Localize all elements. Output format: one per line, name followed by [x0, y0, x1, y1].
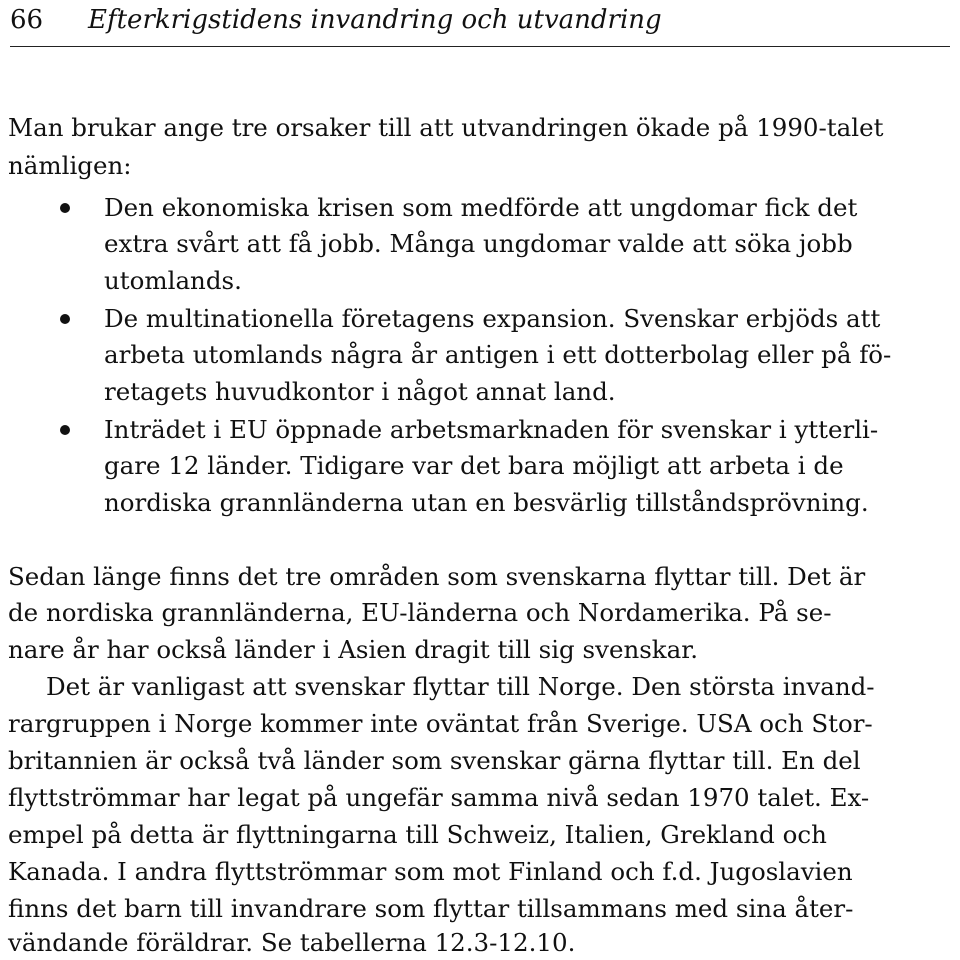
paragraph-1-line-3: nare år har också länder i Asien dragit till sig svenskar. [8, 635, 699, 664]
bullet-icon [60, 203, 70, 213]
intro-line-2: nämligen: [8, 151, 132, 180]
paragraph-2-line-6: Kanada. I andra flyttströmmar som mot Finland och f.d. Jugoslavien [8, 857, 853, 886]
intro-line-1: Man brukar ange tre orsaker till att utvandringen ökade på 1990-talet [8, 113, 884, 142]
page-number: 66 [10, 5, 44, 35]
paragraph-2-line-3: britannien är också två länder som svenskar gärna flyttar till. En del [8, 746, 861, 775]
paragraph-1-line-1: Sedan länge finns det tre områden som svenskarna flyttar till. Det är [8, 562, 866, 591]
bullet-3-line-3: nordiska grannländerna utan en besvärlig tillståndsprövning. [104, 488, 869, 517]
bullet-3-line-2: gare 12 länder. Tidigare var det bara möjligt att arbeta i de [104, 451, 844, 480]
paragraph-1-line-2: de nordiska grannländerna, EU-länderna och Nordamerika. På se- [8, 598, 832, 627]
bullet-icon [60, 314, 70, 324]
bullet-1-line-1: Den ekonomiska krisen som medförde att ungdomar fick det [104, 193, 858, 222]
bullet-2-line-3: retagets huvudkontor i något annat land. [104, 377, 616, 406]
paragraph-2-line-4: flyttströmmar har legat på ungefär samma nivå sedan 1970 talet. Ex- [8, 783, 870, 812]
bullet-icon [60, 425, 70, 435]
bullet-1-line-2: extra svårt att få jobb. Många ungdomar valde att söka jobb [104, 229, 853, 258]
running-header [10, 0, 950, 47]
bullet-1-line-3: utomlands. [104, 266, 242, 295]
chapter-title: Efterkrigstidens invandring och utvandring [88, 5, 662, 35]
paragraph-2-line-1: Det är vanligast att svenskar flyttar till Norge. Den största invand- [46, 672, 875, 701]
paragraph-2-line-5: empel på detta är flyttningarna till Schweiz, Italien, Grekland och [8, 820, 827, 849]
bullet-2-line-1: De multinationella företagens expansion. Svenskar erbjöds att [104, 304, 881, 333]
paragraph-2-line-8: vändande föräldrar. Se tabellerna 12.3-12.10. [8, 928, 576, 957]
bullet-2-line-2: arbeta utomlands några år antigen i ett dotterbolag eller på fö- [104, 340, 892, 369]
paragraph-2-line-7: finns det barn till invandrare som flyttar tillsammans med sina åter- [8, 894, 854, 923]
paragraph-2-line-2: rargruppen i Norge kommer inte oväntat från Sverige. USA och Stor- [8, 709, 873, 738]
bullet-3-line-1: Inträdet i EU öppnade arbetsmarknaden för svenskar i ytterli- [104, 415, 879, 444]
